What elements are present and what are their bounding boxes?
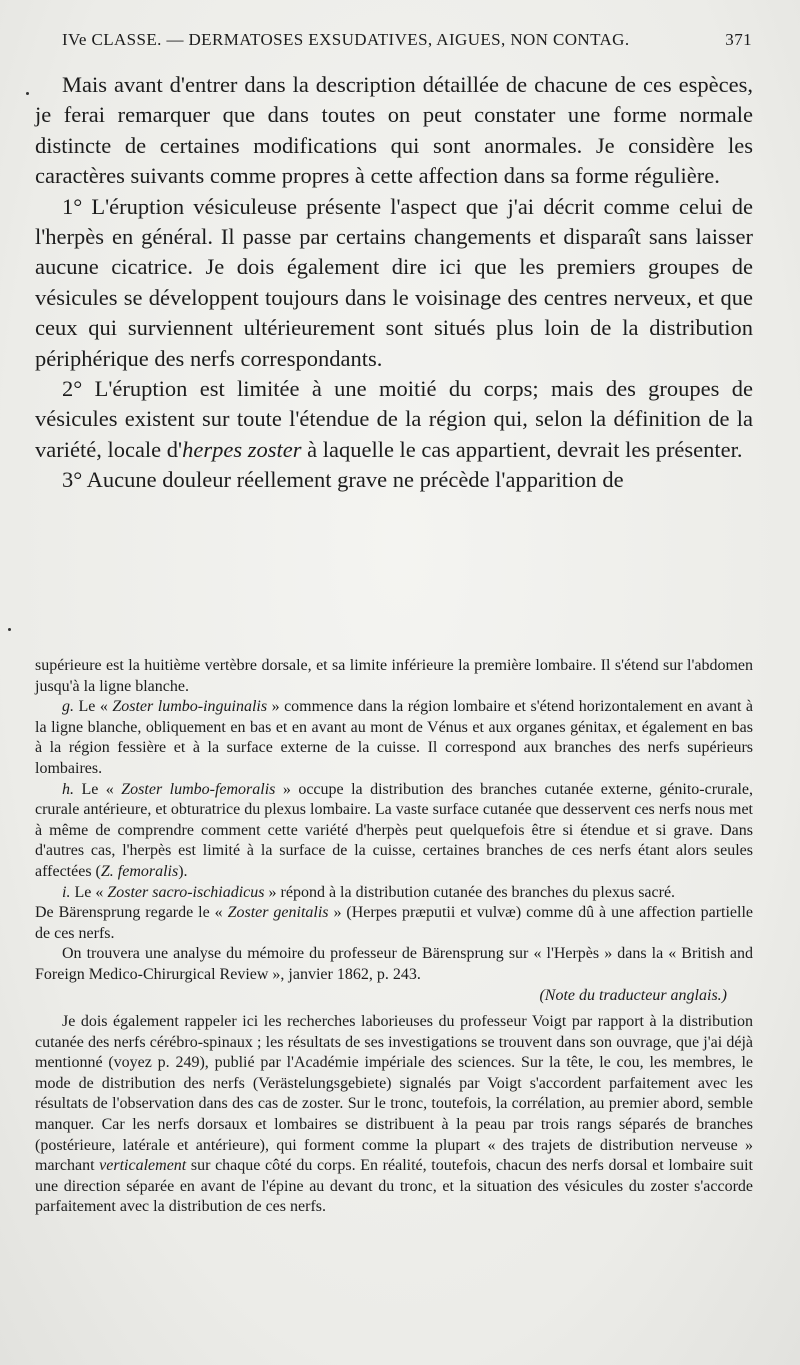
- print-speck: [26, 92, 29, 95]
- footnotes: [35, 656, 753, 1218]
- footnote-voigt: Je dois également rappeler ici les recherches laborieuses du professeur Voigt par rapport à la distribution cutanée des nerfs cérébro-spinaux ; les résultats de ses investigations se trouvent dans son ouvrage, que j'ai déjà mentionné (voyez p. 249), publié par l'Académie impériale des sciences. Sur la tête, le cou, les membres, le mode de distribution des nerfs (Verästelungsgebiete) signalés par Voigt s'accordent parfaitement avec les résultats de l'observation dans des cas de zoster. Sur le tronc, toutefois, la corrélation, au premier abord, semble manquer. Car les nerfs dorsaux et lombaires se distribuent à la peau par trois rangs séparés de branches (postérieure, latérale et antérieure), qui forment comme la plupart « des trajets de distribution nerveuse » marchant verticalement sur chaque côté du corps. En réalité, toutefois, chacun des nerfs dorsal et lombaire suit une direction séparée en avant de l'épine au devant du tronc, et la situation des vésicules du zoster s'accorde parfaitement avec la distribution de ces nerfs.: [35, 1013, 753, 1216]
- main-text: [35, 70, 753, 496]
- page-number: 371: [725, 30, 752, 49]
- footnote-h: h. Le « Zoster lumbo-femoralis » occupe la distribution des branches cutanée externe, génito-crurale, crurale antérieure, et obturatrice du plexus lombaire. La vaste surface cutanée que desservent ces nerfs nous met à même de comprendre comment cette variété d'herpès peut quelquefois être si étendue et si grave. Dans d'autres cas, l'herpès est limité à la surface de la cuisse, certaines branches de ces nerfs étant alors seules affectées (Z. femoralis).: [35, 780, 754, 880]
- paragraph-point-2: 2° L'éruption est limitée à une moitié du corps; mais des groupes de vésicules existent sur toute l'étendue de la région qui, selon la définition de la variété, locale d'herpes zoster à laquelle le cas appartient, devrait les présenter.: [35, 376, 753, 462]
- running-head-title: IVe CLASSE. — DERMATOSES EXSUDATIVES, AIGUES, NON CONTAG.: [62, 30, 630, 49]
- footnote-f-continuation: supérieure est la huitième vertèbre dorsale, et sa limite inférieure la première lombaire. Il s'étend sur l'abdomen jusqu'à la ligne blanche.: [35, 657, 753, 695]
- footnote-i: i. Le « Zoster sacro-ischiadicus » répond à la distribution cutanée des branches du plexus sacré.: [62, 883, 676, 901]
- footnote-g: g. Le « Zoster lumbo-inguinalis » commence dans la région lombaire et s'étend horizontalement en avant à la ligne blanche, obliquement en bas et en avant au mont de Vénus et aux organes génitax, et également en bas à la région fessière et à la surface externe de la cuisse. Il correspond aux branches des nerfs supérieurs lombaires.: [35, 698, 754, 777]
- paragraph-intro: Mais avant d'entrer dans la description détaillée de chacune de ces espèces, je ferai remarquer que dans toutes on peut constater une forme normale distincte de certaines modifications qui sont anormales. Je considère les caractères suivants comme propres à cette affection dans sa forme régulière.: [35, 72, 753, 189]
- print-speck: [8, 628, 11, 631]
- running-header: [62, 30, 752, 50]
- paragraph-point-1: 1° L'éruption vésiculeuse présente l'aspect que j'ai décrit comme celui de l'herpès en général. Il passe par certains changements et disparaît sans laisser aucune cicatrice. Je dois également dire ici que les premiers groupes de vésicules se développent toujours dans le voisinage des centres nerveux, et que ceux qui surviennent ultérieurement sont situés plus loin de la distribution périphérique des nerfs correspondants.: [35, 193, 753, 371]
- paragraph-point-3: 3° Aucune douleur réellement grave ne précède l'apparition de: [62, 467, 624, 493]
- translator-note-signature: (Note du traducteur anglais.): [539, 986, 727, 1004]
- footnote-barensprung: De Bärensprung regarde le « Zoster genitalis » (Herpes præputii et vulvæ) comme dû à une affection partielle de ces nerfs.: [35, 904, 754, 942]
- footnote-analyse: On trouvera une analyse du mémoire du professeur de Bärensprung sur « l'Herpès » dans la « British and Foreign Medico-Chirurgical Review », janvier 1862, p. 243.: [35, 945, 753, 983]
